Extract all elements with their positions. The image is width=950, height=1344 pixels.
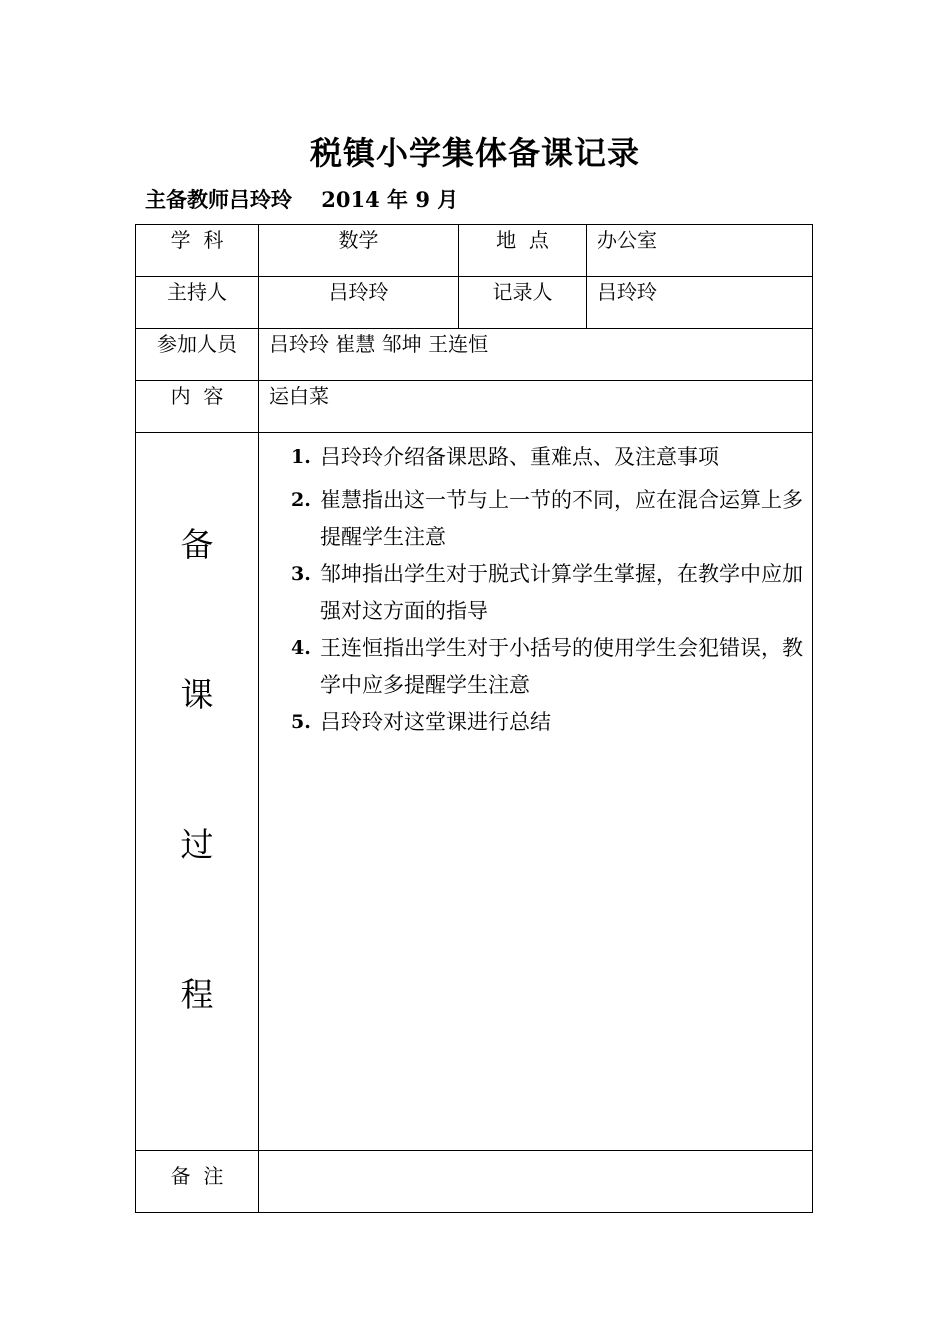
content-label: 内 容 bbox=[136, 381, 259, 433]
list-item bbox=[259, 704, 812, 741]
list-item-text: 吕玲玲对这堂课进行总结 bbox=[320, 710, 551, 734]
list-item bbox=[259, 439, 812, 476]
subject-value: 数学 bbox=[259, 225, 459, 277]
process-list bbox=[259, 439, 812, 741]
list-item bbox=[259, 556, 812, 630]
lesson-record-table bbox=[135, 224, 813, 1213]
host-label: 主持人 bbox=[136, 277, 259, 329]
remarks-row bbox=[136, 1151, 813, 1213]
process-label-char: 课 bbox=[180, 675, 214, 714]
recorder-value: 吕玲玲 bbox=[587, 277, 813, 329]
list-item-number: 2. bbox=[291, 489, 311, 511]
process-row bbox=[136, 433, 813, 1151]
list-item-text: 邹坤指出学生对于脱式计算学生掌握，在教学中应加强对这方面的指导 bbox=[320, 562, 803, 623]
host-row bbox=[136, 277, 813, 329]
location-value: 办公室 bbox=[587, 225, 813, 277]
process-label bbox=[136, 433, 259, 1151]
participants-row bbox=[136, 329, 813, 381]
list-item-number: 3. bbox=[291, 563, 311, 585]
list-item bbox=[259, 482, 812, 556]
process-label-char: 程 bbox=[180, 975, 214, 1014]
list-item-text: 崔慧指出这一节与上一节的不同，应在混合运算上多提醒学生注意 bbox=[320, 488, 803, 549]
list-item-number: 1. bbox=[291, 446, 311, 468]
list-item-text: 王连恒指出学生对于小括号的使用学生会犯错误，教学中应多提醒学生注意 bbox=[320, 636, 803, 697]
list-item-number: 4. bbox=[291, 637, 311, 659]
process-content bbox=[259, 433, 813, 1151]
page-title: 税镇小学集体备课记录 bbox=[309, 134, 640, 172]
list-item-text: 吕玲玲介绍备课思路、重难点、及注意事项 bbox=[320, 445, 719, 469]
participants-value: 吕玲玲 崔慧 邹坤 王连恒 bbox=[259, 329, 813, 381]
remarks-label: 备 注 bbox=[136, 1151, 259, 1213]
list-item bbox=[259, 630, 812, 704]
recorder-label: 记录人 bbox=[459, 277, 587, 329]
list-item-number: 5. bbox=[291, 711, 311, 733]
content-row bbox=[136, 381, 813, 433]
subject-row bbox=[136, 225, 813, 277]
process-label-char: 备 bbox=[180, 525, 214, 564]
content-value: 运白菜 bbox=[259, 381, 813, 433]
participants-label: 参加人员 bbox=[136, 329, 259, 381]
subject-label: 学 科 bbox=[136, 225, 259, 277]
location-label: 地 点 bbox=[459, 225, 587, 277]
remarks-value bbox=[259, 1151, 813, 1213]
teacher-date-line: 主备教师吕玲玲 2014 年 9 月 bbox=[145, 187, 459, 212]
host-value: 吕玲玲 bbox=[259, 277, 459, 329]
process-label-char: 过 bbox=[180, 825, 214, 864]
